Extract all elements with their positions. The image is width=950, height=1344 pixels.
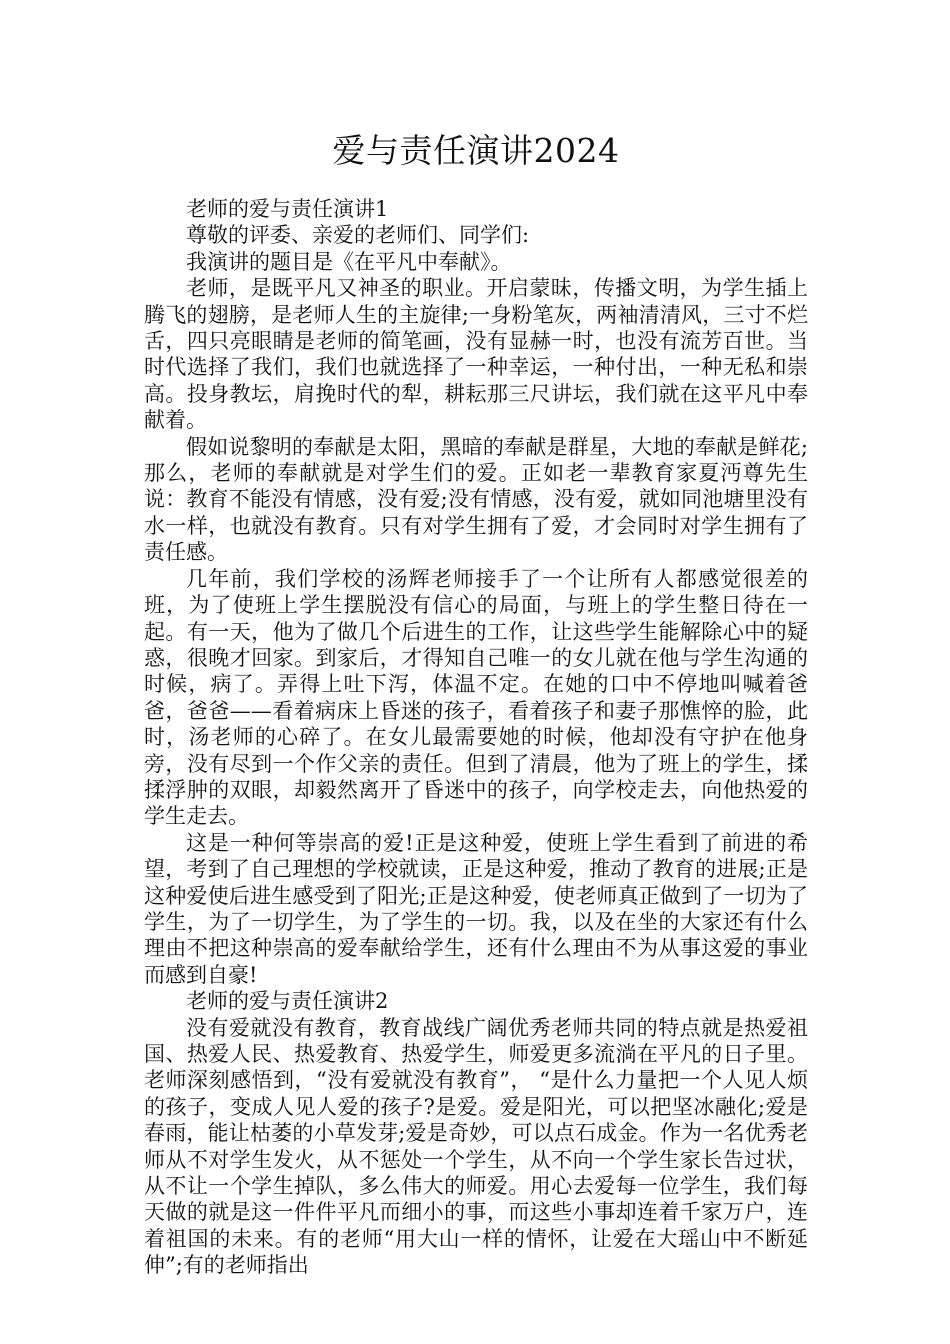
- body-paragraph: 没有爱就没有教育，教育战线广阔优秀老师共同的特点就是热爱祖国、热爱人民、热爱教育、热爱学生，师爱更多流淌在平凡的日子里。老师深刻感悟到，“没有爱就没有教育”， “是什么力量把一个人见人烦的孩子，变成人见人爱的孩子?是爱。爱是阳光，可以把坚冰融化;爱是春雨，能让枯萎的小草发芽;爱是奇妙，可以点石成金。作为一名优秀老师从不对学生发火，从不惩处一个学生，从不向一个学生家长告过状，从不让一个学生掉队，多么伟大的师爱。用心去爱每一位学生，我们每天做的就是这一件件平凡而细小的事，而这些小事却连着千家万户，连着祖国的未来。有的老师“用大山一样的情怀，让爱在大瑶山中不断延伸”;有的老师指出: [144, 1015, 808, 1278]
- section-heading-1: 老师的爱与责任演讲1: [186, 197, 389, 221]
- body-paragraph: 几年前，我们学校的汤辉老师接手了一个让所有人都感觉很差的班，为了使班上学生摆脱没有信心的局面，与班上的学生整日待在一起。有一天，他为了做几个后进生的工作，让这些学生能解除心中的疑惑，很晚才回家。到家后，才得知自己唯一的女儿就在他与学生沟通的时候，病了。弄得上吐下泻，体温不定。在她的口中不停地叫喊着爸爸，爸爸——看着病床上昏迷的孩子，看着孩子和妻子那憔悴的脸，此时，汤老师的心碎了。在女儿最需要她的时候，他却没有守护在他身旁，没有尽到一个作父亲的责任。但到了清晨，他为了班上的学生，揉揉浮肿的双眼，却毅然离开了昏迷中的孩子，向学校走去，向他热爱的学生走去。: [144, 566, 808, 829]
- body-paragraph: 老师，是既平凡又神圣的职业。开启蒙昧，传播文明，为学生插上腾飞的翅膀，是老师人生的主旋律;一身粉笔灰，两袖清清风，三寸不烂舌，四只亮眼睛是老师的简笔画，没有显赫一时，也没有流芳百世。当时代选择了我们，我们也就选择了一种幸运，一种付出，一种无私和崇高。投身教坛，肩挽时代的犁，耕耘那三尺讲坛，我们就在这平凡中奉献着。: [144, 276, 808, 433]
- topic-paragraph: 我演讲的题目是《在平凡中奉献》。: [186, 249, 512, 274]
- body-paragraph: 假如说黎明的奉献是太阳，黑暗的奉献是群星，大地的奉献是鲜花;那么，老师的奉献就是对学生们的爱。正如老一辈教育家夏沔尊先生说：教育不能没有情感，没有爱;没有情感，没有爱，就如同池塘里没有水一样，也就没有教育。只有对学生拥有了爱，才会同时对学生拥有了责任感。: [144, 434, 808, 565]
- section-heading-2: 老师的爱与责任演讲2: [186, 989, 389, 1014]
- document-title: 爱与责任演讲2024: [332, 131, 620, 170]
- body-paragraph: 这是一种何等崇高的爱!正是这种爱，使班上学生看到了前进的希望，考到了自己理想的学校就读，正是这种爱，推动了教育的进展;正是这种爱使后进生感受到了阳光;正是这种爱，使老师真正做到了一切为了学生，为了一切学生，为了学生的一切。我，以及在坐的大家还有什么理由不把这种崇高的爱奉献给学生，还有什么理由不为从事这爱的事业而感到自豪!: [144, 830, 808, 987]
- document-body: [144, 196, 808, 1279]
- document-page: [144, 128, 808, 1279]
- salutation-paragraph: 尊敬的评委、亲爱的老师们、同学们:: [186, 223, 530, 248]
